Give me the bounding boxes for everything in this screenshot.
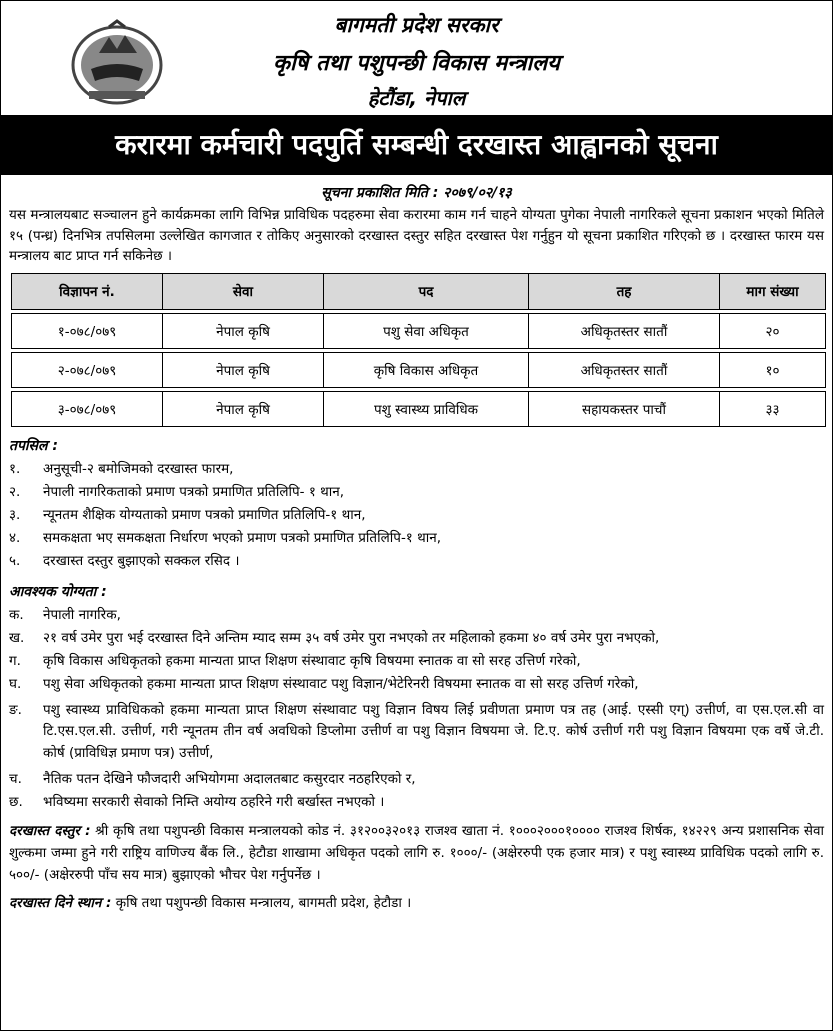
item-number: ङ. (9, 701, 22, 718)
vacancy-table (11, 273, 826, 427)
cell-level: सहायकस्तर पाचौं (529, 391, 720, 426)
item-text: नैतिक पतन देखिने फौजदारी अभियोगमा अदालतबाट कसुरदार नठहरिएको र, (43, 771, 416, 787)
cell-count: १० (720, 352, 826, 387)
item-text: न्यूनतम शैक्षिक योग्यताको प्रमाण पत्रको प्रमाणित प्रतिलिपि-१ थान, (43, 506, 366, 523)
qualification-list (9, 604, 824, 815)
item-number: २. (9, 483, 21, 500)
item-number: घ. (9, 675, 22, 692)
list-item (9, 791, 824, 814)
table-row (12, 391, 826, 426)
table-header-row (12, 273, 826, 309)
item-text: दरखास्त दस्तुर बुझाएको सक्कल रसिद । (43, 552, 240, 569)
col-header-ad-no: विज्ञापन नं. (12, 273, 163, 309)
item-number: ख. (9, 629, 25, 646)
cell-service: नेपाल कृषि (163, 391, 324, 426)
ministry-name: कृषि तथा पशुपन्छी विकास मन्त्रालय (273, 51, 560, 76)
item-text: पशु सेवा अधिकृतको हकमा मान्यता प्राप्त शिक्षण संस्थावाट पशु विज्ञान/भेटेरिनरी विषयमा स्नातक वा सो सरह उत्तिर्ण गरेको, (43, 675, 639, 692)
item-text: नेपाली नागरिकताको प्रमाण पत्रको प्रमाणित प्रतिलिपि- १ थान, (43, 483, 345, 500)
fee-label: दरखास्त दस्तुर : (9, 823, 91, 839)
item-number: ४. (9, 529, 21, 546)
notice-title: करारमा कर्मचारी पदपुर्ति सम्बन्धी दरखास्त आह्वानको सूचना (1, 115, 832, 175)
list-item (9, 550, 824, 573)
col-header-post: पद (324, 273, 529, 309)
fee-text: श्री कृषि तथा पशुपन्छी विकास मन्त्रालयको कोड नं. ३१२००३२०१३ राजश्व खाता नं. १०००२०००१०००० राजश्व शिर्षक, १४२२९ अन्य प्रशासनिक सेवा शुल्कमा जम्मा हुने गरी राष्ट्रिय वाणिज्य बैंक लि., हेटौडा शाखामा अधिकृत पदको लागि रु. १०००/- (अक्षेररुपी एक हजार मात्र) र पशु स्वास्थ्य प्राविधिक पदको लागि रु. ५००/- (अक्षेररुपी पाँच सय मात्र) बुझाएको भौचर पेश गर्नुपर्नेछ । (9, 823, 824, 883)
item-number: ग. (9, 652, 21, 669)
item-number: च. (9, 771, 22, 787)
cell-level: अधिकृतस्तर सातौं (529, 313, 720, 348)
list-item (9, 527, 824, 550)
publish-date: सूचना प्रकाशित मिति : २०७९/०२/१३ (321, 185, 512, 201)
intro-paragraph: यस मन्त्रालयबाट सञ्चालन हुने कार्यक्रमका लागि विभिन्न प्राविधिक पदहरुमा सेवा करारमा काम गर्न चाहने योग्यता पुगेका नेपाली नागरिकले सूचना प्रकाशन भएको मितिले १५ (पन्ध्र) दिनभित्र तपसिलमा उल्लेखित कागजात र तोकिए अनुसारको दरखास्त दस्तुर सहित दरखास्त पेश गर्नुहुन यो सूचना प्रकाशित गरिएको छ । दरखास्त फारम यस मन्त्रालय बाट प्राप्त गर्न सकिनेछ । (9, 207, 824, 264)
table-row (12, 313, 826, 348)
cell-ad-no: २-०७८/०७९ (12, 352, 163, 387)
item-number: क. (9, 606, 24, 623)
cell-post: कृषि विकास अधिकृत (324, 352, 529, 387)
cell-ad-no: १-०७८/०७९ (12, 313, 163, 348)
location: हेटौंडा, नेपाल (367, 86, 466, 110)
government-name: बागमती प्रदेश सरकार (334, 13, 499, 37)
item-text: समकक्षता भए समकक्षता निर्धारण भएको प्रमाण पत्रको प्रमाणित प्रतिलिपि-१ थान, (43, 529, 442, 546)
list-item (9, 768, 824, 791)
col-header-level: तह (529, 273, 720, 309)
item-text: नेपाली नागरिक, (43, 606, 121, 623)
col-header-service: सेवा (163, 273, 324, 309)
list-item (9, 458, 824, 481)
place-text: कृषि तथा पशुपन्छी विकास मन्त्रालय, बागमती प्रदेश, हेटौडा । (111, 895, 412, 911)
item-text: २१ वर्ष उमेर पुरा भई दरखास्त दिने अन्तिम म्याद सम्म ३५ वर्ष उमेर पुरा नभएको तर महिलाको हकमा ४० वर्ष उमेर पुरा नभएको, (43, 629, 660, 646)
cell-service: नेपाल कृषि (163, 352, 324, 387)
list-item (9, 504, 824, 527)
item-number: ५. (9, 552, 21, 569)
item-text: भविष्यमा सरकारी सेवाको निम्ति अयोग्य ठहरिने गरी बर्खास्त नभएको । (43, 794, 385, 810)
cell-count: २० (720, 313, 826, 348)
list-item (9, 604, 824, 627)
item-number: छ. (9, 794, 23, 810)
place-label: दरखास्त दिने स्थान : (9, 895, 112, 911)
application-place-paragraph (1, 892, 832, 914)
cell-ad-no: ३-०७८/०७९ (12, 391, 163, 426)
col-header-count: माग संख्या (720, 273, 826, 309)
item-number: १. (9, 460, 21, 477)
cell-post: पशु स्वास्थ्य प्राविधिक (324, 391, 529, 426)
list-item (9, 627, 824, 650)
cell-service: नेपाल कृषि (163, 313, 324, 348)
list-item (9, 700, 824, 765)
item-text: कृषि विकास अधिकृतको हकमा मान्यता प्राप्त शिक्षण संस्थावाट कृषि विषयमा स्नातक वा सो सरह उत्तिर्ण गरेको, (43, 652, 581, 669)
list-item (9, 481, 824, 504)
item-text: अनुसूची-२ बमोजिमको दरखास्त फारम, (43, 460, 234, 477)
cell-post: पशु सेवा अधिकृत (324, 313, 529, 348)
tapsil-heading: तपसिल : (9, 437, 58, 454)
item-number: ३. (9, 506, 21, 523)
tapsil-list (9, 458, 824, 573)
table-row (12, 352, 826, 387)
application-fee-paragraph (1, 820, 832, 886)
cell-level: अधिकृतस्तर सातौं (529, 352, 720, 387)
header (1, 1, 832, 115)
item-text: पशु स्वास्थ्य प्राविधिकको हकमा मान्यता प्राप्त शिक्षण संस्थावाट पशु विज्ञान विषय लिई प्रवीणता प्रमाण पत्र तह (आई. एस्सी एग्) उत्तीर्ण, वा एस.एल.सी वा टि.एस.एल.सी. उत्तीर्ण, गरी न्यूनतम तीन वर्ष अवधिको डिप्लोमा उत्तीर्ण वा पशु विज्ञान विषयमा जे. टि.ए. कोर्ष उत्तीर्ण गरी पशु विज्ञान विषयमा एक वर्षे जे.टी. कोर्ष (प्राविधिज्ञ प्रमाण पत्र) उत्तीर्ण, (43, 701, 824, 761)
qualification-heading: आवश्यक योग्यता : (9, 583, 107, 600)
list-item (9, 650, 824, 673)
cell-count: ३३ (720, 391, 826, 426)
list-item (9, 673, 824, 696)
